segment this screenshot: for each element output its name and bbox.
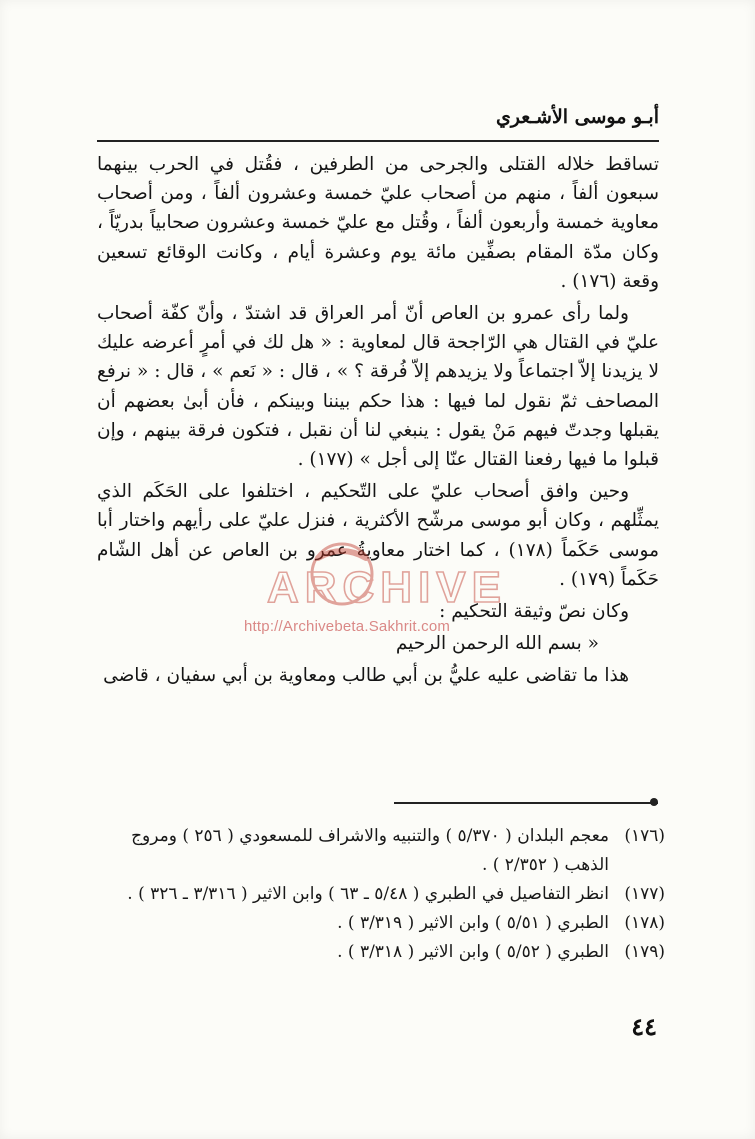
footnote-179	[97, 938, 665, 967]
watermark-url: http://Archivebeta.Sakhrit.com	[244, 618, 451, 635]
paragraph-1: تساقط خلاله القتلى والجرحى من الطرفين ، فقُتل في الحرب بينهما سبعون ألفاً ، منهم من أصحاب عليّ خمسة وعشرون ألفاً ، ومن أصحاب معاوية خمسة وأربعون ألفاً ، وقُتل مع عليّ خمسة وعشرون صحابياً بدريّاً ، وكان مدّة المقام بصفِّين مائة يوم وعشرة أيام ، وكانت الوقائع تسعين وقعة (١٧٦) .	[97, 154, 659, 292]
footnote-number: (١٧٩)	[624, 942, 665, 962]
main-text	[97, 150, 659, 691]
footnote-number: (١٧٧)	[624, 884, 665, 904]
header-rule	[97, 140, 659, 142]
paragraph-4: وكان نصّ وثيقة التحكيم :	[439, 601, 629, 623]
footnote-178	[97, 909, 665, 938]
footnote-text: الطبري ( ٥/٥١ ) وابن الاثير ( ٣/٣١٩ ) .	[337, 913, 609, 933]
footnote-text: انظر التفاصيل في الطبري ( ٥/٤٨ ـ ٦٣ ) وابن الاثير ( ٣/٣١٦ ـ ٣٢٦ ) .	[127, 884, 609, 904]
footnotes	[97, 822, 665, 967]
footnote-177	[97, 880, 665, 909]
paragraph-2: ولما رأى عمرو بن العاص أنّ أمر العراق قد اشتدّ ، وأنّ كفّة أصحاب عليّ في القتال هي الرّاجحة قال لمعاوية : « هل لك في أمرٍ أعرضه عليك لا يزيدنا إلاّ اجتماعاً ولا يزيدهم إلاّ فُرقة ؟ » ، قال : « نَعم » ، قال : « نرفع المصاحف ثمّ نقول لما فيها : هذا حكم بيننا وبينكم ، فأن أبىٰ بعضهم أن يقبلها وجدتّ فيهم مَنْ يقول : ينبغي لنا أن نقبل ، فتكون فرقة بينهم ، وإن قبلوا ما فيها رفعنا القتال عنّا إلى أجل » (١٧٧) .	[97, 303, 659, 471]
svg-text:ARCHIVE: ARCHIVE	[266, 563, 508, 612]
footnote-text: معجم البلدان ( ٥/٣٧٠ ) والتنبيه والاشراف للمسعودي ( ٢٥٦ ) ومروج الذهب ( ٢/٣٥٢ ) .	[131, 826, 609, 875]
footnote-176	[97, 822, 665, 880]
footnote-number: (١٧٨)	[624, 913, 665, 933]
basmala-line: « بسم الله الرحمن الرحيم	[395, 633, 599, 655]
footnote-text: الطبري ( ٥/٥٢ ) وابن الاثير ( ٣/٣١٨ ) .	[337, 942, 609, 962]
footnote-separator-dot	[650, 798, 658, 806]
paragraph-6: هذا ما تقاضى عليه عليُّ بن أبي طالب ومعاوية بن أبي سفيان ، قاضى	[103, 665, 629, 687]
page-number: ٤٤	[631, 1012, 657, 1041]
paragraph-3: وحين وافق أصحاب عليّ على التّحكيم ، اختلفوا على الحَكَم الذي يمثِّلهم ، وكان أبو موسى مرشّح الأكثرية ، فنزل عليّ على رأيهم واختار أبا موسى حَكَماً (١٧٨) ، كما اختار معاويةُ عمرو بن العاص عن أهل الشّام حَكَماً (١٧٩) .	[97, 481, 659, 590]
footnote-separator	[394, 802, 658, 804]
footnote-number: (١٧٦)	[624, 826, 665, 846]
running-header: أبـو موسى الأشـعري	[495, 106, 659, 128]
